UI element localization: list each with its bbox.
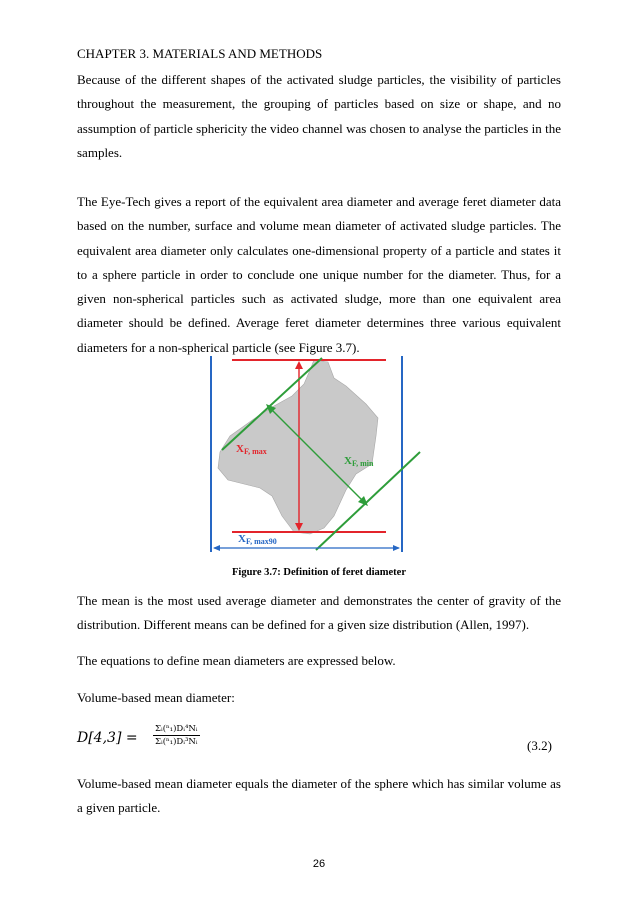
paragraph-mean: The mean is the most used average diameter and demonstrates the center of gravity of the distribution. Different means can be defined for a given size distribution (Allen, 1997). <box>77 593 561 633</box>
feret-diagram <box>206 356 426 558</box>
equation-number: (3.2) <box>527 738 552 753</box>
feret-diameter-figure <box>206 356 426 558</box>
equation-fraction <box>153 724 200 747</box>
red-arrow-head-top <box>295 361 303 369</box>
chapter-heading: CHAPTER 3. MATERIALS AND METHODS <box>77 46 323 61</box>
page-number: 26 <box>312 858 326 870</box>
paragraph-video-channel: Because of the different shapes of the activated sludge particles, the visibility of particles throughout the measurement, the grouping of particles based on size or shape, and no assumption of particle sphericity the video channel was chosen to analyse the particles in the samples. <box>77 72 561 160</box>
equation-numerator: Σᵢ(ⁿ₁)Dᵢ⁴Nᵢ <box>155 724 198 734</box>
label-xf-min: XF, min <box>344 455 374 468</box>
equation-lhs: D[4,3] = <box>77 730 138 746</box>
equation-denominator: Σᵢ(ⁿ₁)Dᵢ³Nᵢ <box>155 737 198 747</box>
paragraph-eye-tech: The Eye-Tech gives a report of the equivalent area diameter and average feret diameter data based on the number, surface and volume mean diameter of activated sludge particles. The equivalent area diameter only calculates one-dimensional property of a particle and states it to a sphere particle in order to conclude one unique number for the diameter. Thus, for a given non-spherical particles such as activated sludge, more than one equivalent area diameter should be defined. Average feret diameter determines three various equivalent diameters for a non-spherical particle (see Figure 3.7). <box>77 194 561 355</box>
paragraph-volume-mean-label: Volume-based mean diameter: <box>77 690 235 705</box>
blue-arrow-head-right <box>393 545 400 551</box>
figure-caption: Figure 3.7: Definition of feret diameter <box>232 567 406 578</box>
label-xf-max90: XF, max90 <box>238 533 277 546</box>
paragraph-volume-mean-def: Volume-based mean diameter equals the diameter of the sphere which has similar volume as a given particle. <box>77 776 561 816</box>
paragraph-equations-intro: The equations to define mean diameters are expressed below. <box>77 653 396 668</box>
blue-arrow-head-left <box>213 545 220 551</box>
label-xf-max: XF, max <box>236 443 267 456</box>
